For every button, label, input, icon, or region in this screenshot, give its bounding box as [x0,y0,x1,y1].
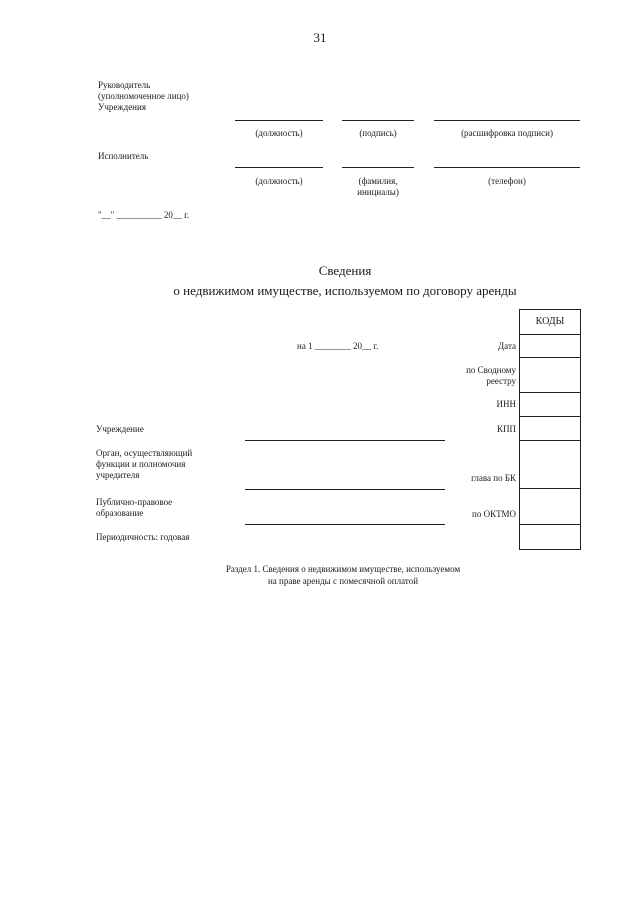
registry-label: по Сводному реестру [466,365,516,386]
report-date: на 1 ________ 20__ г. [297,341,379,351]
periodicity-label: Периодичность: годовая [96,532,190,542]
date-line: "__" __________ 20__ г. [98,210,190,220]
head-position-line [235,120,323,121]
executor-phone-caption: (телефон) [488,176,526,186]
executor-name-line [342,167,414,168]
head-signature-caption: (подпись) [359,128,397,138]
periodicity-code-cell[interactable] [519,524,581,550]
codes-header: КОДЫ [535,316,565,327]
document-subtitle: о недвижимом имуществе, используемом по договору аренды [173,283,517,298]
head-transcript-line [434,120,580,121]
institution-field[interactable] [245,440,445,441]
executor-position-caption: (должность) [255,176,303,186]
kpp-code-cell[interactable] [519,416,581,441]
page-number: 31 [313,30,327,45]
organ-label: Орган, осуществляющий функции и полномочия учредителя [96,448,193,480]
institution-label: Учреждение [96,424,144,434]
bk-code-cell[interactable] [519,440,581,489]
organ-field[interactable] [245,489,445,490]
document-title: Сведения [318,263,372,278]
kpp-label: КПП [496,424,516,434]
head-position-caption: (должность) [255,128,303,138]
section-heading-line2: на праве аренды с помесячной оплатой [267,576,419,586]
date-code-cell[interactable] [519,334,581,358]
executor-position-line [235,167,323,168]
public-entity-field[interactable] [245,524,445,525]
head-signature-line [342,120,414,121]
section-heading-line1: Раздел 1. Сведения о недвижимом имуществе, используемом [225,564,461,574]
registry-code-cell[interactable] [519,357,581,393]
inn-label: ИНН [496,399,516,409]
public-entity-label: Публично-правовое образование [96,497,173,518]
head-label: Руководитель (уполномоченное лицо) Учреждения [98,80,189,112]
bk-label: глава по БК [471,473,516,483]
executor-label: Исполнитель [98,151,149,161]
date-label: Дата [498,341,516,351]
executor-phone-line [434,167,580,168]
inn-code-cell[interactable] [519,392,581,417]
head-transcript-caption: (расшифровка подписи) [461,128,553,138]
executor-name-caption: (фамилия, инициалы) [357,176,399,197]
oktmo-code-cell[interactable] [519,488,581,525]
oktmo-label: по ОКТМО [472,509,516,519]
